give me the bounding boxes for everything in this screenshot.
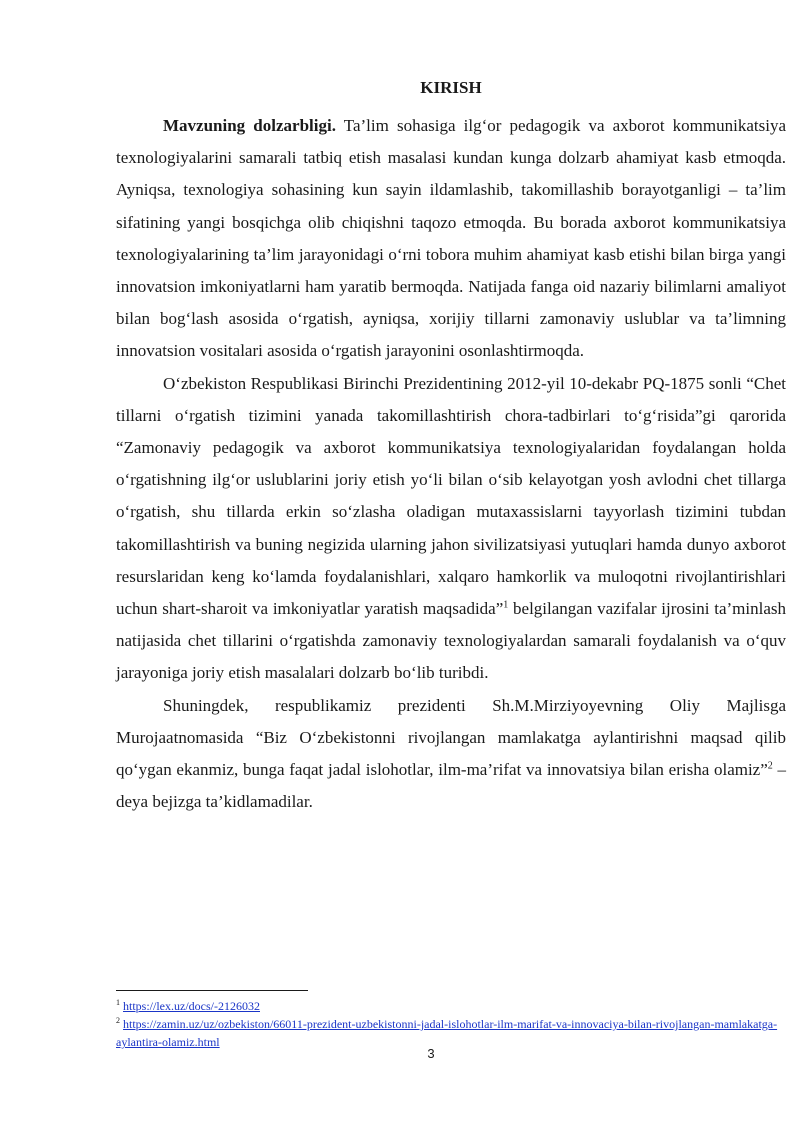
body-text [116, 110, 786, 818]
paragraph-decree [116, 368, 786, 690]
footnote-number: 1 [116, 998, 120, 1007]
paragraph-text: – deya bejizga ta’kidlamadilar. [116, 760, 787, 812]
footnote-number: 2 [116, 1016, 120, 1025]
footnote-1 [116, 997, 786, 1015]
paragraph-president-address [116, 690, 786, 819]
footnote-separator [116, 990, 308, 991]
page-number: 3 [427, 1046, 435, 1061]
section-heading: KIRISH [420, 78, 482, 97]
footnote-reference-1[interactable]: 1 [503, 599, 509, 611]
paragraph-relevance [116, 110, 786, 368]
paragraph-lead: Mavzuning dolzarbligi. [163, 116, 336, 135]
footnotes [116, 997, 786, 1051]
paragraph-text: Ta’lim sohasiga ilg‘or pedagogik va axborot kommunikatsiya texnologiyalarini samarali tatbiq etish masalasi kundan kunga dolzarb ahamiyat kasb etmoqda. Ayniqsa, texnologiya sohasining kun sayin ildamlashib, takomillashib borayotganligi – ta’lim sifatining yangi bosqichga olib chiqishni taqozo etmoqda. Bu borada axborot kommunikatsiya texnologiyalarining ta’lim jarayonidagi o‘rni tobora muhim ahamiyat kasb etishi bilan birga yangi innovatsion imkoniyatlarni ham yaratib bermoqda. Natijada fanga oid nazariy bilimlarni amaliyot bilan bog‘lash asosida o‘rgatish, ayniqsa, xorijiy tillarni zamonaviy uslublar va ta’limning innovatsion vositalari asosida o‘rgatish jarayonini osonlashtirmoqda. [116, 116, 786, 361]
footnote-link[interactable]: https://zamin.uz/uz/ozbekiston/66011-prezident-uzbekistonni-jadal-islohotlar-ilm-marifat-va-innovaciya-bilan-rivojlangan-mamlakatga-aylantira-olamiz.html [116, 1017, 778, 1049]
footnote-reference-2[interactable]: 2 [767, 760, 773, 772]
paragraph-text: belgilangan vazifalar ijrosini ta’minlash natijasida chet tillarini o‘rgatishda zamonaviy texnologiyalardan samarali foydalanish va o‘quv jarayoniga joriy etish masalalari dolzarb bo‘lib turibdi. [116, 599, 786, 683]
footnote-link[interactable]: https://lex.uz/docs/-2126032 [123, 999, 260, 1013]
paragraph-text: Shuningdek, respublikamiz prezidenti Sh.M.Mirziyoyevning Oliy Majlisga Murojaatnomasida “Biz O‘zbekistonni rivojlangan mamlakatga aylantirishni maqsad qilib qo‘ygan ekanmiz, bunga faqat jadal islohotlar, ilm-ma’rifat va innovatsiya bilan erisha olamiz” [116, 695, 786, 780]
paragraph-text: O‘zbekiston Respublikasi Birinchi Prezidentining 2012-yil 10-dekabr PQ-1875 sonli “Chet tillarni o‘rgatish tizimini yanada takomillashtirish chora-tadbirlari to‘g‘risida”gi qarorida “Zamonaviy pedagogik va axborot kommunikatsiya texnologiyalaridan foydalangan holda o‘rgatishning ilg‘or uslublarini joriy etish yo‘li bilan o‘sib kelayotgan yosh avlodni chet tillarga o‘rgatish, shu tillarda erkin so‘zlasha oladigan mutaxassislarni tayyorlash tizimini tubdan takomillashtirish va buning negizida ularning jahon sivilizatsiyasi yutuqlari hamda dunyo axborot resurslaridan keng ko‘lamda foydalanishlari, xalqaro hamkorlik va muloqotni rivojlantirishlari uchun shart-sharoit va imkoniyatlar yaratish maqsadida” [116, 373, 786, 619]
